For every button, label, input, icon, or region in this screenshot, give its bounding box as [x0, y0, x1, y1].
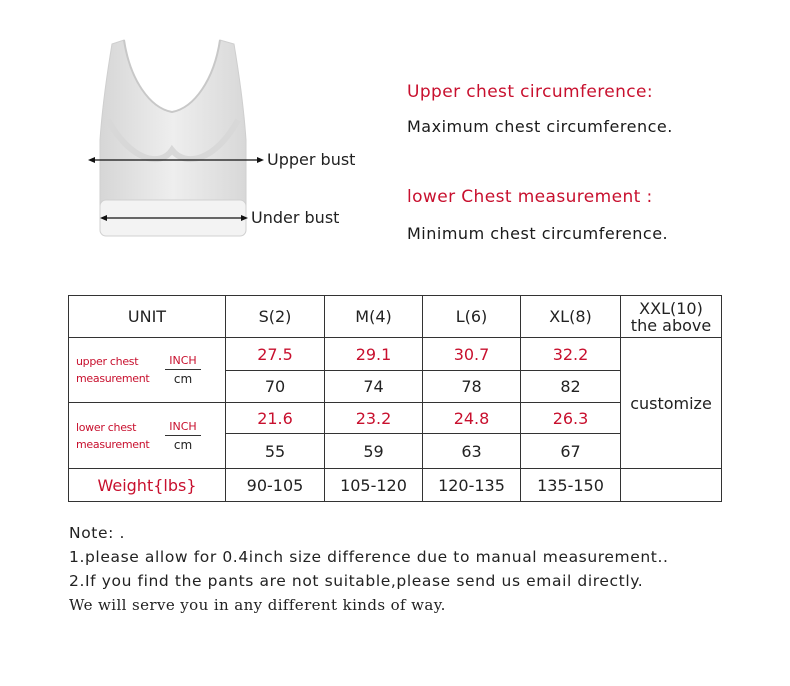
header-size-xl: XL(8) [521, 296, 621, 338]
lower-chest-label-2: measurement [76, 437, 150, 451]
weight-xl: 135-150 [521, 469, 621, 502]
table-row [69, 469, 722, 502]
note-heading: Note: . [69, 524, 125, 542]
header-size-m: M(4) [325, 296, 423, 338]
header-size-s: S(2) [226, 296, 325, 338]
sports-bra-icon [0, 0, 400, 270]
table-header-row [69, 296, 722, 338]
upper-cm-m: 74 [325, 371, 423, 403]
weight-label: Weight{lbs} [69, 469, 226, 502]
note-item-3: We will serve you in any different kinds of way. [69, 596, 446, 614]
weight-l: 120-135 [423, 469, 521, 502]
header-size-l: L(6) [423, 296, 521, 338]
lower-inch-m: 23.2 [325, 403, 423, 434]
xxl-line-2: the above [630, 315, 712, 335]
upper-inch-s: 27.5 [226, 338, 325, 371]
upper-chest-label-2: measurement [76, 372, 150, 385]
upper-chest-description: Maximum chest circumference. [407, 117, 673, 136]
size-chart-table [68, 295, 722, 502]
header-unit: UNIT [69, 296, 226, 338]
lower-cm-l: 63 [423, 434, 521, 469]
upper-inch-m: 29.1 [325, 338, 423, 371]
lower-chest-title: lower Chest measurement : [407, 187, 653, 207]
upper-chest-title: Upper chest circumference: [407, 82, 653, 102]
table-row [69, 338, 722, 371]
xxl-line-1: XXL(10) [639, 298, 703, 318]
upper-cm-xl: 82 [521, 371, 621, 403]
note-item-2: 2.If you find the pants are not suitable,please send us email directly. [69, 572, 644, 590]
upper-unit-cm: cm [173, 372, 193, 386]
weight-m: 105-120 [325, 469, 423, 502]
upper-cm-l: 78 [423, 371, 521, 403]
note-item-1: 1.please allow for 0.4inch size difference due to manual measurement.. [69, 548, 669, 566]
lower-inch-l: 24.8 [423, 403, 521, 434]
weight-xxl-empty [621, 469, 722, 502]
lower-cm-s: 55 [226, 434, 325, 469]
lower-inch-s: 21.6 [226, 403, 325, 434]
bra-illustration [0, 0, 400, 270]
customize-cell: customize [621, 338, 722, 469]
upper-bust-label: Upper bust [267, 150, 356, 169]
lower-cm-m: 59 [325, 434, 423, 469]
upper-cm-s: 70 [226, 371, 325, 403]
lower-inch-xl: 26.3 [521, 403, 621, 434]
weight-s: 90-105 [226, 469, 325, 502]
upper-inch-l: 30.7 [423, 338, 521, 371]
lower-chest-label-1: lower chest [76, 420, 137, 434]
lower-chest-description: Minimum chest circumference. [407, 224, 669, 243]
header-size-xxl [621, 296, 722, 338]
lower-unit-cm: cm [173, 437, 193, 452]
lower-cm-xl: 67 [521, 434, 621, 469]
upper-chest-label-1: upper chest [76, 355, 139, 368]
lower-unit-inch: INCH [165, 420, 201, 436]
lower-chest-label-cell [69, 403, 226, 469]
upper-chest-label-cell [69, 338, 226, 403]
upper-unit-inch: INCH [165, 354, 201, 370]
under-bust-label: Under bust [251, 208, 340, 227]
upper-inch-xl: 32.2 [521, 338, 621, 371]
